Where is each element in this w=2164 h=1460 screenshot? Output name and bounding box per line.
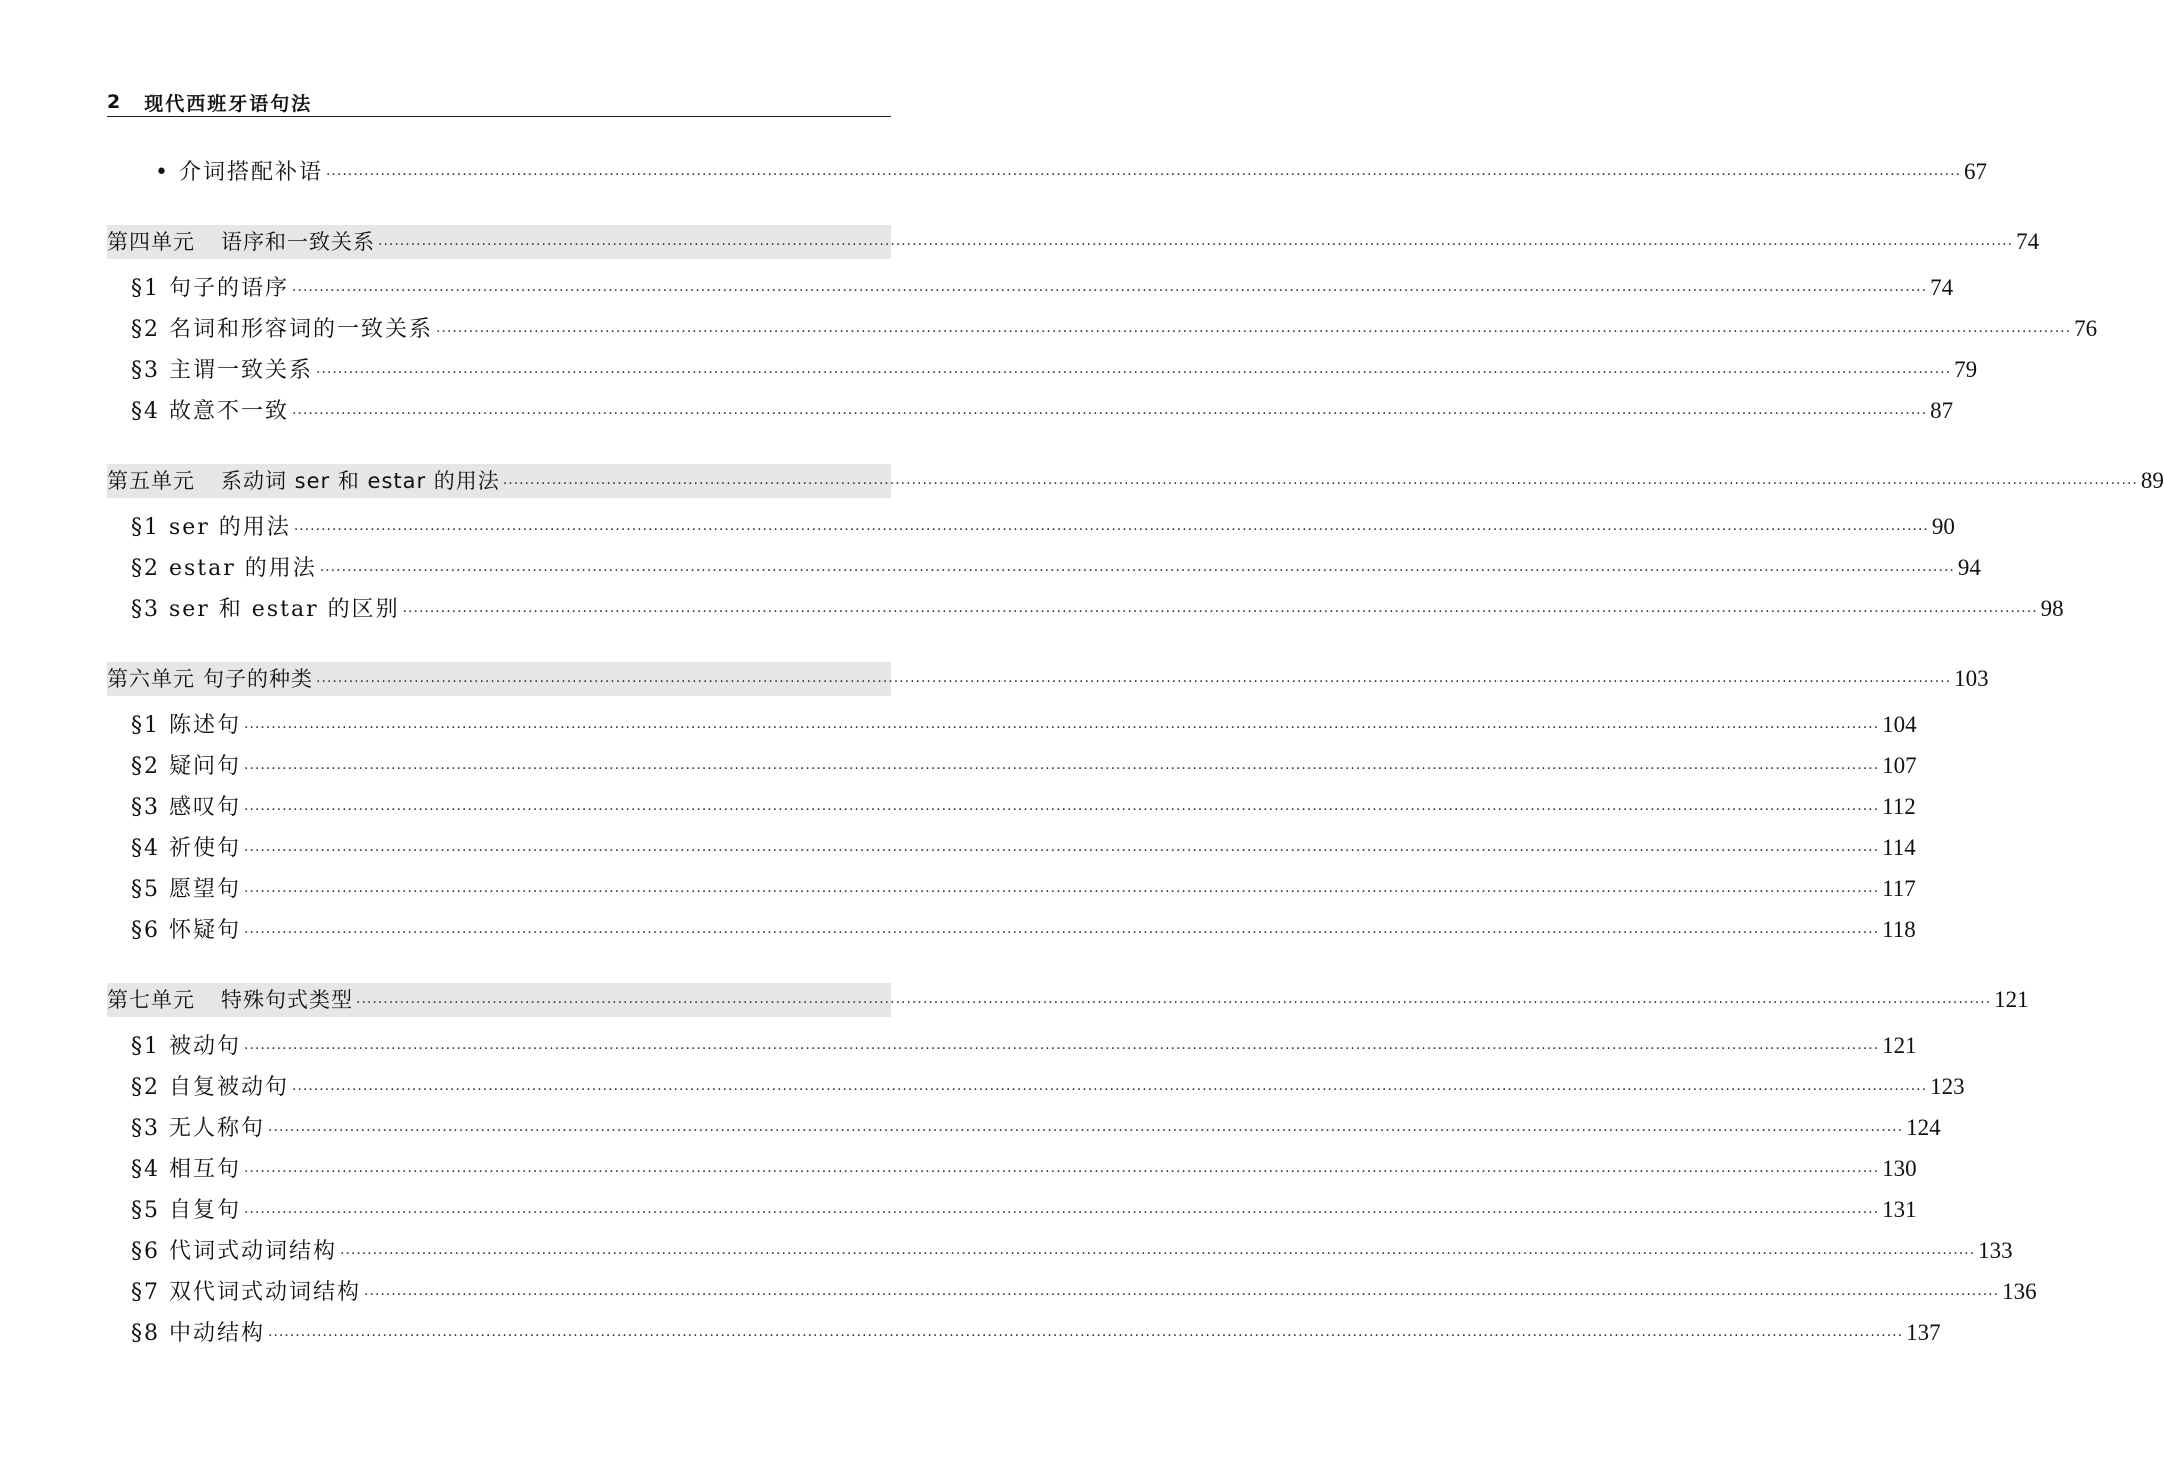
toc-unit-heading xyxy=(107,662,1989,696)
toc-section-entry xyxy=(107,390,1954,431)
entry-page-number: 94 xyxy=(1957,555,1981,580)
unit-label xyxy=(107,662,313,696)
toc-section-entry xyxy=(107,1025,1917,1066)
dot-leader: ············································································································································································································································································································ xyxy=(268,1123,1904,1139)
entry-label: §2 estar 的用法 xyxy=(131,556,317,581)
unit-label xyxy=(107,464,500,498)
toc-section-entry xyxy=(107,349,1978,390)
toc-unit-heading xyxy=(107,983,2029,1017)
toc-section-entry xyxy=(107,1230,2013,1271)
entry-page-number: 118 xyxy=(1882,917,1916,942)
table-of-contents xyxy=(107,151,2164,1353)
dot-leader: ············································································································································································································································································································ xyxy=(436,324,2072,340)
unit-number: 第六单元 xyxy=(107,667,195,691)
dot-leader: ············································································································································································································································································································ xyxy=(316,365,1952,381)
entry-page-number: 98 xyxy=(2040,596,2064,621)
entry-page-number: 103 xyxy=(1954,666,1989,691)
dot-leader: ············································································································································································································································································································ xyxy=(244,802,1880,818)
toc-section-entry xyxy=(107,1148,1917,1189)
entry-label: §1 陈述句 xyxy=(131,713,241,738)
entry-label: §4 故意不一致 xyxy=(131,399,289,424)
dot-leader: ············································································································································································································································································································ xyxy=(378,237,2014,253)
dot-leader: ············································································································································································································································································································ xyxy=(244,1205,1880,1221)
dot-leader: ············································································································································································································································································································ xyxy=(244,761,1880,777)
running-head xyxy=(107,88,891,117)
book-title: 现代西班牙语句法 xyxy=(144,92,313,115)
dot-leader: ············································································································································································································································································································ xyxy=(293,522,1929,538)
dot-leader: ············································································································································································································································································································ xyxy=(316,674,1952,690)
dot-leader: ············································································································································································································································································································ xyxy=(356,995,1992,1011)
entry-page-number: 121 xyxy=(1882,1033,1917,1058)
unit-title: 特殊句式类型 xyxy=(221,988,353,1012)
unit-title: 系动词 ser 和 estar 的用法 xyxy=(221,469,500,493)
entry-page-number: 130 xyxy=(1882,1156,1917,1181)
entry-label: §1 被动句 xyxy=(131,1034,241,1059)
toc-section-entry xyxy=(107,1066,1965,1107)
unit-number: 第四单元 xyxy=(107,230,195,254)
entry-page-number: 123 xyxy=(1930,1074,1965,1099)
dot-leader: ············································································································································································································································································································ xyxy=(292,1082,1928,1098)
toc-section-entry xyxy=(107,547,1981,588)
entry-label: • 介词搭配补语 xyxy=(155,160,323,185)
entry-label: §1 ser 的用法 xyxy=(131,515,291,540)
entry-page-number: 76 xyxy=(2074,316,2098,341)
unit-label xyxy=(107,983,353,1017)
dot-leader: ············································································································································································································································································································ xyxy=(268,1328,1904,1344)
entry-page-number: 136 xyxy=(2002,1279,2037,1304)
unit-title: 语序和一致关系 xyxy=(221,230,375,254)
entry-label: §6 怀疑句 xyxy=(131,918,241,943)
entry-page-number: 131 xyxy=(1882,1197,1917,1222)
unit-label xyxy=(107,225,375,259)
unit-number: 第七单元 xyxy=(107,988,195,1012)
toc-section-entry xyxy=(107,506,1955,547)
entry-page-number: 74 xyxy=(2016,229,2040,254)
entry-label: §8 中动结构 xyxy=(131,1321,265,1346)
entry-label: §3 主谓一致关系 xyxy=(131,358,313,383)
toc-section-entry xyxy=(107,1107,1941,1148)
toc-section-entry xyxy=(107,909,1916,950)
dot-leader: ············································································································································································································································································································ xyxy=(244,1041,1880,1057)
dot-leader: ············································································································································································································································································································ xyxy=(340,1246,1976,1262)
dot-leader: ············································································································································································································································································································ xyxy=(325,167,1962,183)
dot-leader: ············································································································································································································································································································ xyxy=(292,406,1928,422)
toc-section-entry xyxy=(107,1312,1941,1353)
toc-section-entry xyxy=(107,308,2098,349)
dot-leader: ············································································································································································································································································································ xyxy=(244,1164,1880,1180)
entry-label: §2 名词和形容词的一致关系 xyxy=(131,317,433,342)
entry-page-number: 121 xyxy=(1994,987,2029,1012)
entry-label: §6 代词式动词结构 xyxy=(131,1239,337,1264)
unit-title: 句子的种类 xyxy=(203,667,313,691)
entry-page-number: 112 xyxy=(1882,794,1916,819)
entry-label: §5 愿望句 xyxy=(131,877,241,902)
entry-page-number: 87 xyxy=(1930,398,1954,423)
entry-label: §3 感叹句 xyxy=(131,795,241,820)
entry-label: §1 句子的语序 xyxy=(131,276,289,301)
entry-label: §4 祈使句 xyxy=(131,836,241,861)
toc-unit-heading xyxy=(107,464,2164,498)
toc-section-entry xyxy=(107,267,1954,308)
unit-number: 第五单元 xyxy=(107,469,195,493)
toc-section-entry xyxy=(107,588,2064,629)
entry-page-number: 104 xyxy=(1882,712,1917,737)
dot-leader: ············································································································································································································································································································ xyxy=(244,925,1880,941)
entry-page-number: 89 xyxy=(2140,468,2164,493)
entry-label: §3 ser 和 estar 的区别 xyxy=(131,597,400,622)
dot-leader: ············································································································································································································································································································ xyxy=(319,563,1955,579)
entry-page-number: 133 xyxy=(1978,1238,2013,1263)
dot-leader: ············································································································································································································································································································ xyxy=(364,1287,2000,1303)
dot-leader: ············································································································································································································································································································ xyxy=(244,843,1880,859)
dot-leader: ············································································································································································································································································································ xyxy=(292,283,1928,299)
toc-section-entry xyxy=(107,868,1916,909)
entry-label: §7 双代词式动词结构 xyxy=(131,1280,361,1305)
dot-leader: ············································································································································································································································································································ xyxy=(244,884,1880,900)
toc-unit-heading xyxy=(107,225,2040,259)
dot-leader: ············································································································································································································································································································ xyxy=(402,604,2038,620)
entry-label: §3 无人称句 xyxy=(131,1116,265,1141)
toc-bullet-entry xyxy=(107,151,1988,192)
entry-label: §4 相互句 xyxy=(131,1157,241,1182)
entry-page-number: 90 xyxy=(1931,514,1955,539)
entry-page-number: 79 xyxy=(1954,357,1978,382)
toc-section-entry xyxy=(107,786,1916,827)
entry-page-number: 137 xyxy=(1906,1320,1941,1345)
entry-label: §2 自复被动句 xyxy=(131,1075,289,1100)
entry-page-number: 67 xyxy=(1964,159,1988,184)
entry-page-number: 124 xyxy=(1906,1115,1941,1140)
entry-page-number: 117 xyxy=(1882,876,1916,901)
dot-leader: ············································································································································································································································································································ xyxy=(502,476,2138,492)
toc-section-entry xyxy=(107,704,1917,745)
toc-section-entry xyxy=(107,745,1917,786)
entry-label: §2 疑问句 xyxy=(131,754,241,779)
dot-leader: ············································································································································································································································································································ xyxy=(244,720,1880,736)
entry-page-number: 114 xyxy=(1882,835,1916,860)
toc-section-entry xyxy=(107,1189,1917,1230)
entry-label: §5 自复句 xyxy=(131,1198,241,1223)
toc-section-entry xyxy=(107,1271,2037,1312)
toc-section-entry xyxy=(107,827,1916,868)
page-number: 2 xyxy=(107,91,123,113)
entry-page-number: 74 xyxy=(1930,275,1954,300)
entry-page-number: 107 xyxy=(1882,753,1917,778)
